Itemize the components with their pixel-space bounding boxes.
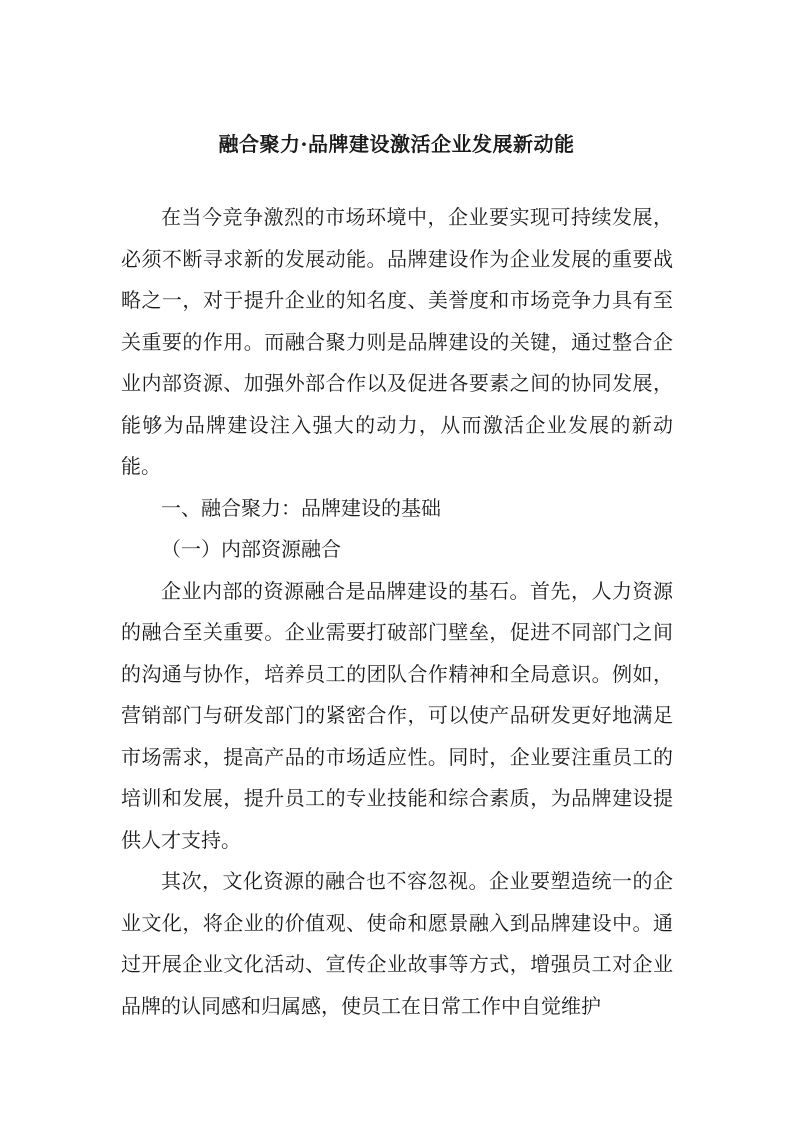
section-heading: 一、融合聚力：品牌建设的基础 (161, 495, 441, 520)
document-title: 融合聚力·品牌建设激活企业发展新动能 (218, 132, 575, 156)
document-body (121, 197, 673, 1027)
subsection-heading: （一）内部资源融合 (161, 537, 341, 561)
paragraph-culture-resources: 其次，文化资源的融合也不容忽视。企业要塑造统一的企业文化，将企业的价值观、使命和愿景融入到品牌建设中。通过开展企业文化活动、宣传企业故事等方式，增强员工对企业品牌的认同感和归属感，使员工在日常工作中自觉维护 (121, 869, 673, 1018)
paragraph-internal-resources: 企业内部的资源融合是品牌建设的基石。首先，人力资源的融合至关重要。企业需要打破部门壁垒，促进不同部门之间的沟通与协作，培养员工的团队合作精神和全局意识。例如，营销部门与研发部门的紧密合作，可以使产品研发更好地满足市场需求，提高产品的市场适应性。同时，企业要注重员工的培训和发展，提升员工的专业技能和综合素质，为品牌建设提供人才支持。 (121, 578, 673, 852)
paragraph-intro: 在当今竞争激烈的市场环境中，企业要实现可持续发展，必须不断寻求新的发展动能。品牌建设作为企业发展的重要战略之一，对于提升企业的知名度、美誉度和市场竞争力具有至关重要的作用。而融合聚力则是品牌建设的关键，通过整合企业内部资源、加强外部合作以及促进各要素之间的协同发展，能够为品牌建设注入强大的动力，从而激活企业发展的新动能。 (121, 205, 673, 478)
